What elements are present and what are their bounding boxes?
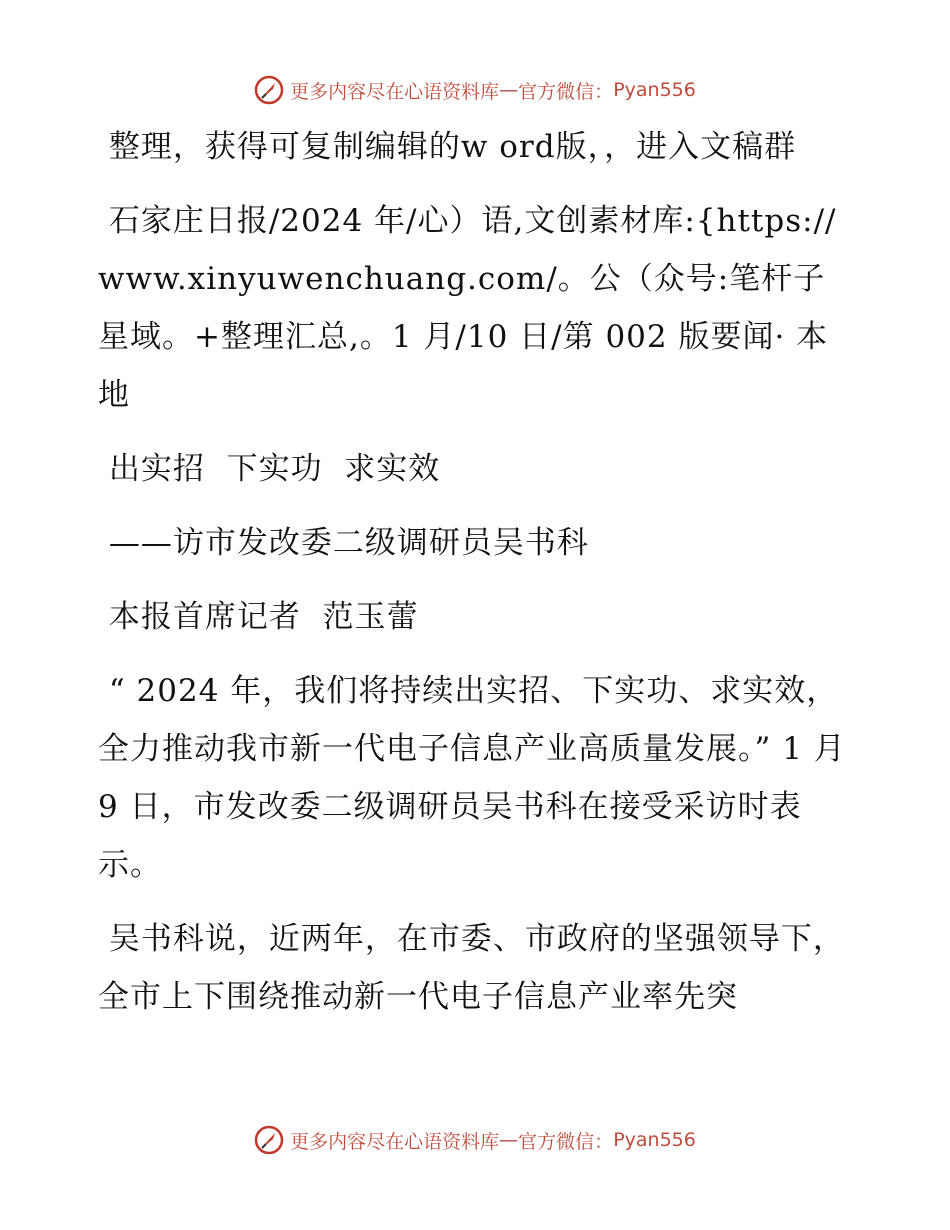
watermark-wechat-id: Pyan556 <box>613 1129 696 1151</box>
paragraph-intro: 整理，获得可复制编辑的w ord版，，进入文稿群 <box>98 129 797 165</box>
article-byline: 本报首席记者 范玉蕾 <box>98 599 419 635</box>
watermark-separator: — <box>499 79 519 101</box>
article-title: 出实招 下实功 求实效 <box>98 451 441 487</box>
paragraph-source: 石家庄日报/2024 年/心）语,文创素材库:{https://www.xinyuwenchuang.com/。公（众号:笔杆子星域。+整理汇总,。1 月/10 日/第 002 版要闻· 本地 <box>98 203 837 413</box>
paragraph-body: 吴书科说，近两年，在市委、市政府的坚强领导下，全市上下围绕推动新一代电子信息产业率先突 <box>98 921 845 1015</box>
watermark-separator: — <box>499 1129 519 1151</box>
paragraph-lead: “ 2024 年，我们将持续出实招、下实功、求实效，全力推动我市新一代电子信息产业高质量发展。” 1 月 9 日，市发改委二级调研员吴书科在接受采访时表示。 <box>98 673 857 883</box>
header-watermark <box>0 70 950 110</box>
footer-watermark <box>0 1120 950 1160</box>
article-subtitle: ——访市发改委二级调研员吴书科 <box>98 525 589 561</box>
quill-logo-icon <box>254 75 284 105</box>
watermark-wechat-label: 官方微信： <box>518 80 614 103</box>
document-body <box>98 118 857 1042</box>
watermark-wechat-id: Pyan556 <box>613 79 696 101</box>
watermark-brand: 更多内容尽在心语资料库 <box>290 1130 500 1153</box>
quill-logo-icon <box>254 1125 284 1155</box>
watermark-wechat-label: 官方微信： <box>518 1130 614 1153</box>
watermark-brand: 更多内容尽在心语资料库 <box>290 80 500 103</box>
